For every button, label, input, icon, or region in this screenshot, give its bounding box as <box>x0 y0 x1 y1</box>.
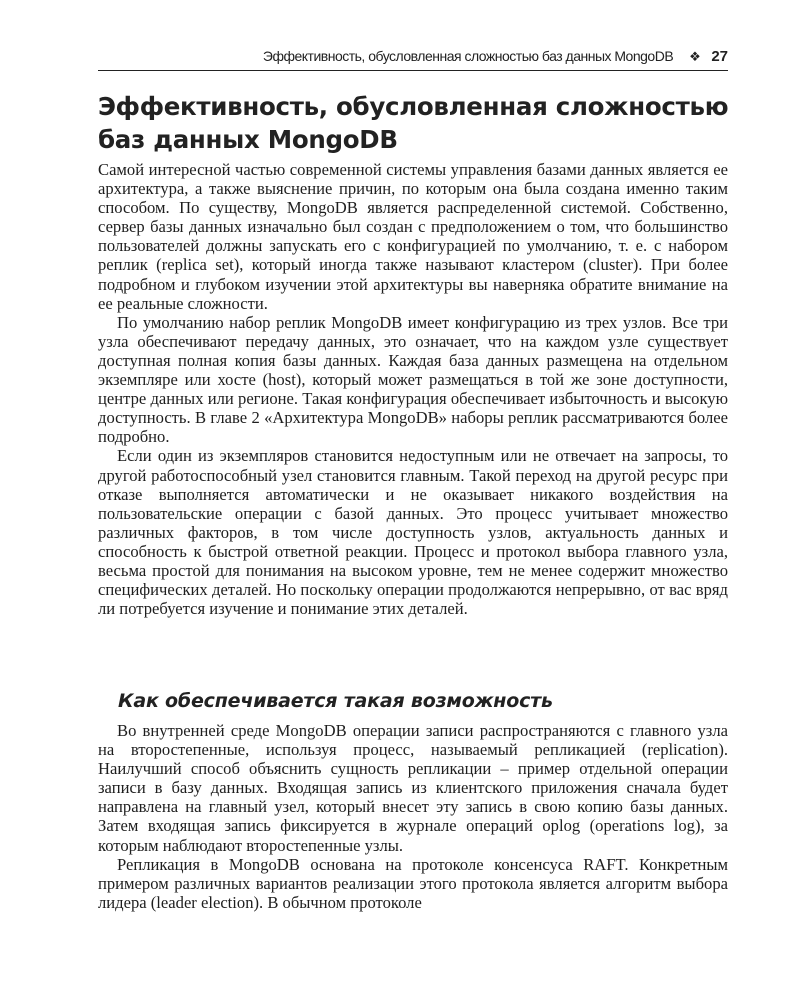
section-body <box>98 160 728 618</box>
running-header <box>98 48 728 71</box>
paragraph: По умолчанию набор реплик MongoDB имеет конфигурацию из трех узлов. Все три узла обеспечивают передачу данных, это означает, что на каждом узле существует доступная полная копия базы данных. Каждая база данных размещена на отдельном экземпляре или хосте (host), который может размещаться в той же зоне доступности, центре данных или регионе. Такая конфигурация обеспечивает избыточность и высокую доступность. В главе 2 «Архитектура MongoDB» наборы реплик рассматриваются более подробно. <box>98 312 728 447</box>
subsection-body <box>98 721 728 912</box>
ornament-icon: ❖ <box>689 49 701 64</box>
subsection-title: Как обеспечивается такая возможность <box>118 690 553 712</box>
page-number: 27 <box>711 48 728 65</box>
paragraph: Если один из экземпляров становится недоступным или не отвечает на запросы, то другой работоспособный узел становится главным. Такой переход на другой ресурс при отказе выполняется автоматически и не оказывает никакого воздействия на пользовательские операции с базой данных. Это процесс учитывает множество различных факторов, в том числе доступность узлов, актуальность данных и способность к быстрой ответной реакции. Процесс и протокол выбора главного узла, весьма простой для понимания на высоком уровне, тем не менее содержит множество специфических деталей. Но поскольку операции продолжаются непрерывно, от вас вряд ли потребуется изучение и понимание этих деталей. <box>98 446 728 619</box>
section-title: Эффективность, обусловленная сложностью баз данных MongoDB <box>98 92 729 154</box>
paragraph: Репликация в MongoDB основана на протоколе консенсуса RAFT. Конкретным примером различных вариантов реализации этого протокола является алгоритм выбора лидера (leader election). В обычном протоколе <box>98 854 728 912</box>
book-page <box>98 0 728 1000</box>
paragraph: Во внутренней среде MongoDB операции записи распространяются с главного узла на второстепенные, используя процесс, называемый репликацией (replication). Наилучший способ объяснить сущность репликации – пример отдельной операции записи в базу данных. Входящая запись из клиентского приложения сначала будет направлена на главный узел, который внесет эту запись в свою копию базы данных. Затем входящая запись фиксируется в журнале операций oplog (operations log), за которым наблюдают второстепенные узлы. <box>98 721 728 855</box>
paragraph: Самой интересной частью современной системы управления базами данных является ее архитектура, а также выяснение причин, по которым она была создана именно таким способом. По существу, MongoDB является распределенной системой. Собственно, сервер базы данных изначально был создан с предположением о том, что большинство пользователей должны запускать его с конфигурацией по умолчанию, т. е. с набором реплик (replica set), который иногда также называют кластером (cluster). При более подробном и глубоком изучении этой архитектуры вы наверняка обратите внимание на ее реальные сложности. <box>98 160 728 313</box>
running-header-title: Эффективность, обусловленная сложностью баз данных MongoDB <box>262 48 674 64</box>
